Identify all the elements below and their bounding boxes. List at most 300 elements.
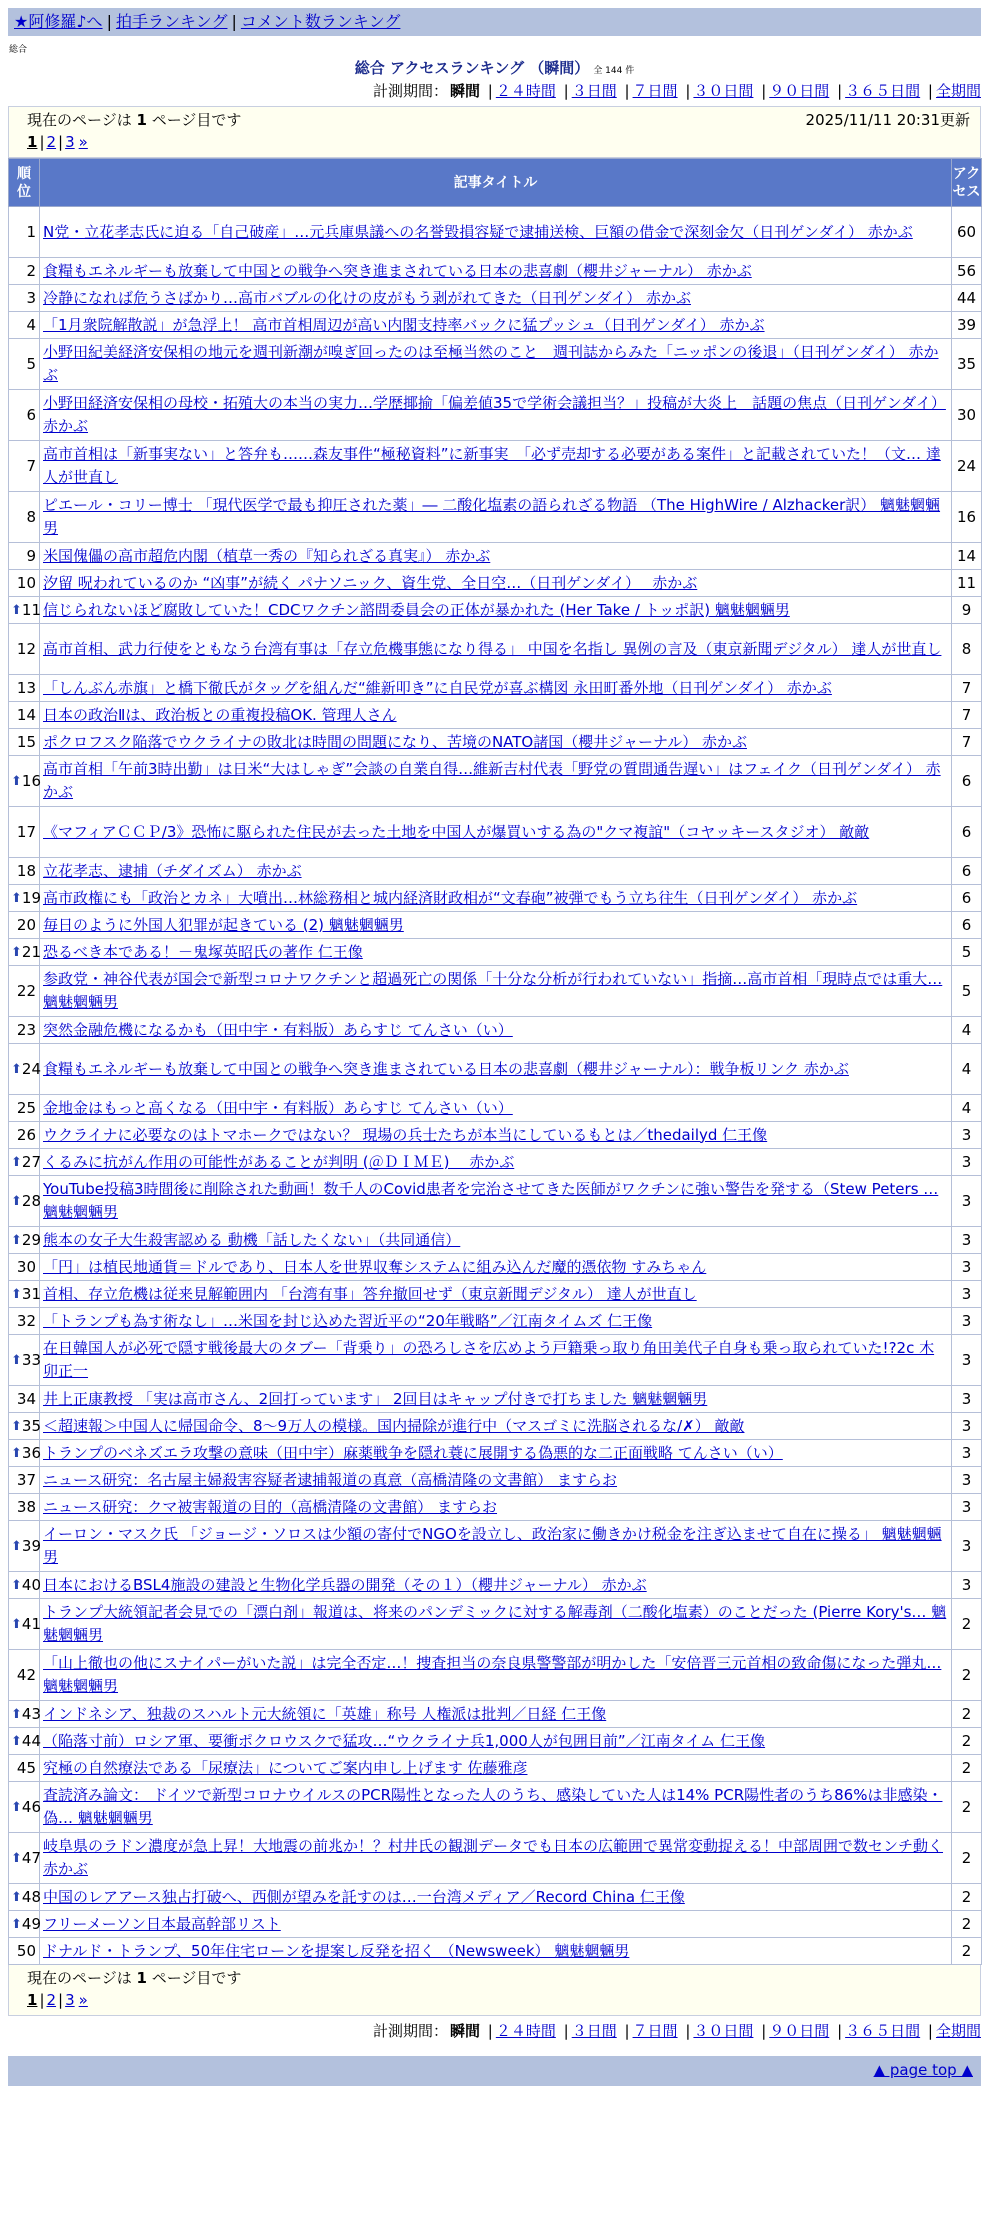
rank-cell (9, 858, 40, 885)
article-title-link[interactable]: 「山上徹也の他にスナイパーがいた説」は完全否定…！捜査担当の奈良県警警部が明かした「安倍晋三元首相の致命傷になった弾丸… 魑魅魍魎男 (43, 1654, 942, 1695)
access-count: 16 (952, 492, 982, 543)
rank-cell (9, 1254, 40, 1281)
article-title-link[interactable]: トランプ大統領記者会見での「漂白剤」報道は、将来のパンデミックに対する解毒剤（二酸化塩素）のことだった (Pierre Kory's… 魑魅魍魎男 (43, 1603, 947, 1644)
period-link-30d[interactable]: ３０日間 (693, 82, 754, 100)
rank-cell (9, 729, 40, 756)
article-title-link[interactable]: 米国傀儡の高市超危内閣（植草一秀の『知られざる真実』） 赤かぶ (43, 546, 491, 565)
table-row (9, 966, 982, 1017)
rank-cell (9, 1701, 40, 1728)
access-count: 3 (952, 1335, 982, 1386)
rank-cell (9, 1440, 40, 1467)
article-title-link[interactable]: ＜超速報＞中国人に帰国命令、8〜9万人の模様。国内掃除が進行中（マスゴミに洗脳されるな/✗） 敵敵 (43, 1416, 745, 1435)
rank-number: 24 (21, 1059, 41, 1078)
rank-number: 11 (21, 600, 41, 619)
article-title-link[interactable]: イーロン・マスク氏 「ジョージ・ソロスは少額の寄付でNGOを設立し、政治家に働きかけ税金を注ぎ込ませて自在に操る」 魑魅魍魎男 (43, 1525, 942, 1566)
table-row (9, 1911, 982, 1938)
rank-cell (9, 207, 40, 258)
period-current: 瞬間 (449, 82, 480, 100)
article-title-link[interactable]: ドナルド・トランプ、50年住宅ローンを提案し反発を招く （Newsweek） 魑魅魍魎男 (43, 1941, 630, 1960)
rank-cell (9, 1494, 40, 1521)
rank-number: 4 (26, 315, 36, 334)
title-cell (40, 441, 952, 492)
table-row (9, 285, 982, 312)
rank-number: 50 (16, 1941, 36, 1960)
article-title-link[interactable]: 《マフィアＣＣＰ/3》恐怖に駆られた住民が去った土地を中国人が爆買いする為の"クマ複誼"（コヤッキースタジオ） 敵敵 (43, 822, 870, 841)
rank-cell (9, 390, 40, 441)
access-count: 4 (952, 1017, 982, 1044)
title-cell (40, 1728, 952, 1755)
rank-cell (9, 1572, 40, 1599)
rank-cell (9, 1599, 40, 1650)
rank-number: 35 (21, 1416, 41, 1435)
article-title-link[interactable]: 毎日のように外国人犯罪が起きている (2) 魑魅魍魎男 (43, 915, 404, 934)
access-count: 2 (952, 1599, 982, 1650)
access-count: 2 (952, 1701, 982, 1728)
rank-number: 41 (21, 1614, 41, 1633)
article-title-link[interactable]: 恐るべき本である！－鬼塚英昭氏の著作 仁王像 (43, 942, 363, 961)
access-count: 3 (952, 1176, 982, 1227)
table-row (9, 1176, 982, 1227)
article-title-link[interactable]: 突然金融危機になるかも（田中宇・有料版）あらすじ てんさい（い） (43, 1020, 513, 1039)
rank-number: 10 (16, 573, 36, 592)
title-cell (40, 756, 952, 807)
period-label: 計測期間： (372, 82, 448, 100)
rank-number: 7 (26, 456, 36, 475)
page-next[interactable]: » (78, 1991, 88, 2009)
article-title-link[interactable]: 熊本の女子大生殺害認める 動機「話したくない」（共同通信） (43, 1230, 461, 1249)
rank-number: 36 (21, 1443, 41, 1462)
article-title-link[interactable]: 汐留 呪われているのか “凶事”が続く パナソニック、資生党、全日空…（日刊ゲンダイ） 赤かぶ (43, 573, 698, 592)
up-arrow-icon: ⬆ (11, 1733, 22, 1749)
access-count: 11 (952, 570, 982, 597)
title-cell (40, 1413, 952, 1440)
rank-number: 8 (26, 507, 36, 526)
table-row (9, 885, 982, 912)
article-title-link[interactable]: ニュース研究：名古屋主婦殺害容疑者逮捕報道の真意（高橋清隆の文書館） ますらお (43, 1470, 618, 1489)
nav-separator: | (231, 12, 237, 31)
article-title-link[interactable]: ウクライナに必要なのはトマホークではない？ 現場の兵士たちが本当にしているもとは／thedailyd 仁王像 (43, 1125, 768, 1144)
title-cell (40, 1335, 952, 1386)
table-row (9, 1728, 982, 1755)
title-cell (40, 1440, 952, 1467)
title-cell (40, 570, 952, 597)
up-arrow-icon: ⬆ (11, 1706, 22, 1722)
rank-number: 46 (21, 1797, 41, 1816)
rank-number: 45 (16, 1758, 36, 1777)
rank-number: 15 (16, 732, 36, 751)
rank-number: 16 (21, 771, 41, 790)
table-row (9, 1095, 982, 1122)
col-access-header: アク セス (952, 159, 982, 207)
title-cell (40, 1521, 952, 1572)
article-title-link[interactable]: 食糧もエネルギーも放棄して中国との戦争へ突き進まされている日本の悲喜劇（櫻井ジャーナル）：戦争板リンク 赤かぶ (43, 1059, 849, 1078)
table-row (9, 1494, 982, 1521)
article-title-link[interactable]: 査読済み論文： ドイツで新型コロナウイルスのPCR陽性となった人のうち、感染していた人は14% PCR陽性者のうち86%は非感染・偽… 魑魅魍魎男 (43, 1786, 943, 1827)
article-title-link[interactable]: トランプのベネズエラ攻撃の意味（田中宇）麻薬戦争を隠れ蓑に展開する偽悪的な二正面戦略 てんさい（い） (43, 1443, 783, 1462)
page-top-link[interactable]: ▲ page top ▲ (873, 2061, 973, 2079)
table-row (9, 1281, 982, 1308)
table-row (9, 441, 982, 492)
period-link-7d[interactable]: ７日間 (632, 2022, 678, 2040)
access-count: 2 (952, 1884, 982, 1911)
up-arrow-icon: ⬆ (11, 602, 22, 618)
table-row (9, 675, 982, 702)
table-row (9, 1254, 982, 1281)
title-cell (40, 1467, 952, 1494)
rank-cell (9, 1833, 40, 1884)
up-arrow-icon: ⬆ (11, 944, 22, 960)
rank-number: 18 (16, 861, 36, 880)
page-title-text: 総合 アクセスランキング （瞬間） (354, 59, 590, 77)
table-row (9, 702, 982, 729)
access-count: 3 (952, 1494, 982, 1521)
access-count: 4 (952, 1044, 982, 1095)
access-count: 3 (952, 1521, 982, 1572)
access-count: 44 (952, 285, 982, 312)
period-link-24h[interactable]: ２４時間 (495, 2022, 556, 2040)
title-cell (40, 1884, 952, 1911)
access-count: 35 (952, 339, 982, 390)
table-row (9, 807, 982, 858)
article-title-link[interactable]: 高市政権にも「政治とカネ」大噴出…林総務相と城内経済財政相が“文春砲”被弾でもう立ち往生（日刊ゲンダイ） 赤かぶ (43, 888, 858, 907)
access-count: 56 (952, 258, 982, 285)
rank-number: 3 (26, 288, 36, 307)
page-links-bottom: 1 | 2 | 3 » (27, 1991, 88, 2009)
page-link-2[interactable]: 2 (46, 133, 57, 151)
rank-cell (9, 1386, 40, 1413)
title-cell (40, 1833, 952, 1884)
rank-number: 31 (21, 1284, 41, 1303)
title-cell (40, 207, 952, 258)
table-row (9, 1701, 982, 1728)
up-arrow-icon: ⬆ (11, 1352, 22, 1368)
article-title-link[interactable]: 日本の政治Ⅱは、政治板との重複投稿OK. 管理人さん (43, 705, 397, 724)
table-row (9, 543, 982, 570)
rank-cell (9, 702, 40, 729)
rank-cell (9, 807, 40, 858)
rank-cell (9, 1521, 40, 1572)
rank-number: 26 (16, 1125, 36, 1144)
rank-cell (9, 285, 40, 312)
title-cell (40, 543, 952, 570)
access-count: 2 (952, 1911, 982, 1938)
table-row (9, 1017, 982, 1044)
up-arrow-icon: ⬆ (11, 1286, 22, 1302)
table-row (9, 1227, 982, 1254)
period-link-3d[interactable]: ３日間 (571, 2022, 617, 2040)
rank-cell (9, 1176, 40, 1227)
comment-ranking-link[interactable]: コメント数ランキング (240, 12, 401, 31)
access-count: 3 (952, 1386, 982, 1413)
title-cell (40, 1044, 952, 1095)
rank-cell (9, 1335, 40, 1386)
rank-number: 29 (21, 1230, 41, 1249)
access-count: 3 (952, 1440, 982, 1467)
access-count: 30 (952, 390, 982, 441)
item-count: 全 144 件 (593, 66, 635, 76)
rank-number: 14 (16, 705, 36, 724)
rank-cell (9, 597, 40, 624)
article-title-link[interactable]: 小野田紀美経済安保相の地元を週刊新潮が嗅ぎ回ったのは至極当然のこと 週刊誌からみた「ニッポンの後退」（日刊ゲンダイ） 赤かぶ (43, 343, 939, 384)
rank-number: 12 (16, 639, 36, 658)
table-row (9, 1884, 982, 1911)
rank-cell (9, 1911, 40, 1938)
category-label: 総合 (9, 45, 28, 55)
access-count: 6 (952, 756, 982, 807)
table-row (9, 624, 982, 675)
up-arrow-icon: ⬆ (11, 1418, 22, 1434)
rank-number: 32 (16, 1311, 36, 1330)
title-cell (40, 1227, 952, 1254)
title-cell (40, 1572, 952, 1599)
article-title-link[interactable]: 高市首相は「新事実ない」と答弁も……森友事件“極秘資料”に新事実 「必ず売却する必要がある案件」と記載されていた！（文… 達人が世直し (43, 445, 941, 486)
up-arrow-icon: ⬆ (11, 1445, 22, 1461)
access-count: 6 (952, 858, 982, 885)
period-selector-bottom: 計測期間： 瞬間 | ２４時間 | ３日間 | ７日間 | ３０日間 | ９０日間 | ３６５日間 | 全期間 (372, 2022, 981, 2040)
article-title-link[interactable]: YouTube投稿3時間後に削除された動画！数千人のCovid患者を完治させてきた医師がワクチンに強い警告を発する（Stew Peters … 魑魅魍魎男 (43, 1180, 939, 1221)
article-title-link[interactable]: 首相、存立危機は従来見解範囲内 「台湾有事」答弁撤回せず（東京新聞デジタル） 達人が世直し (43, 1284, 697, 1303)
period-link-365d[interactable]: ３６５日間 (845, 2022, 921, 2040)
access-count: 39 (952, 312, 982, 339)
article-title-link[interactable]: 小野田経済安保相の母校・拓殖大の本当の実力…学歴揶揄「偏差値35で学術会議担当？」投稿が大炎上 話題の焦点（日刊ゲンダイ） 赤かぶ (43, 394, 946, 435)
table-row (9, 1599, 982, 1650)
title-cell (40, 1494, 952, 1521)
page-link-3[interactable]: 3 (65, 1991, 75, 2009)
page-current: 1 (27, 1991, 38, 2009)
up-arrow-icon: ⬆ (11, 1193, 22, 1209)
table-row (9, 570, 982, 597)
article-title-link[interactable]: 岐阜県のラドン濃度が急上昇！大地震の前兆か！？村井氏の観測データでも日本の広範囲で異常変動捉える！中部周囲で数センチ動く 赤かぶ (43, 1837, 944, 1878)
up-arrow-icon: ⬆ (11, 1889, 22, 1905)
title-cell (40, 1911, 952, 1938)
rank-number: 13 (16, 678, 36, 697)
rank-number: 28 (21, 1191, 41, 1210)
access-count: 3 (952, 1254, 982, 1281)
access-count: 14 (952, 543, 982, 570)
article-title-link[interactable]: インドネシア、独裁のスハルト元大統領に「英雄」称号 人権派は批判／日経 仁王像 (43, 1704, 607, 1723)
article-title-link[interactable]: 「円」は植民地通貨＝ドルであり、日本人を世界収奪システムに組み込んだ魔的憑依物 すみちゃん (43, 1257, 707, 1276)
rank-cell (9, 1044, 40, 1095)
article-title-link[interactable]: 金地金はもっと高くなる（田中宇・有料版）あらすじ てんさい（い） (43, 1098, 513, 1117)
period-link-30d[interactable]: ３０日間 (693, 2022, 754, 2040)
page-status: 現在のページは 1 ページ目です (27, 111, 242, 129)
ranking-table (8, 158, 982, 1965)
rank-cell (9, 339, 40, 390)
table-row (9, 1308, 982, 1335)
rank-number: 43 (21, 1704, 41, 1723)
rank-number: 17 (16, 822, 36, 841)
title-cell (40, 1386, 952, 1413)
rank-cell (9, 492, 40, 543)
title-cell (40, 285, 952, 312)
title-cell (40, 1701, 952, 1728)
access-count: 2 (952, 1833, 982, 1884)
page-current: 1 (27, 133, 38, 151)
access-count: 7 (952, 702, 982, 729)
rank-number: 1 (26, 222, 36, 241)
up-arrow-icon: ⬆ (11, 1850, 22, 1866)
article-title-link[interactable]: くるみに抗がん作用の可能性があることが判明 (＠ＤＩＭＥ) 赤かぶ (43, 1152, 515, 1171)
article-title-link[interactable]: 究極の自然療法である「尿療法」についてご案内申し上げます 佐藤雅彦 (43, 1758, 528, 1777)
up-arrow-icon: ⬆ (11, 1577, 22, 1593)
table-row (9, 1755, 982, 1782)
page-links: 1 | 2 | 3 » (27, 133, 88, 151)
rank-number: 48 (21, 1887, 41, 1906)
article-title-link[interactable]: 信じられないほど腐敗していた！CDCワクチン諮問委員会の正体が暴かれた (Her Take / トッポ訳) 魑魅魍魎男 (43, 600, 790, 619)
rank-number: 27 (21, 1152, 41, 1171)
home-link[interactable]: ★阿修羅♪へ (14, 12, 103, 31)
access-count: 2 (952, 1938, 982, 1965)
table-row (9, 729, 982, 756)
rank-number: 39 (21, 1536, 41, 1555)
table-row (9, 1335, 982, 1386)
article-title-link[interactable]: （陥落寸前）ロシア軍、要衝ポクロウスクで猛攻…“ウクライナ兵1,000人が包囲目前”／江南タイム 仁王像 (43, 1731, 766, 1750)
title-cell (40, 729, 952, 756)
rank-cell (9, 1149, 40, 1176)
table-row (9, 1833, 982, 1884)
period-link-90d[interactable]: ９０日間 (769, 2022, 830, 2040)
page-status-bottom: 現在のページは 1 ページ目です (27, 1969, 242, 1987)
title-cell (40, 1281, 952, 1308)
article-title-link[interactable]: 日本におけるBSL4施設の建設と生物化学兵器の開発（その１）（櫻井ジャーナル） 赤かぶ (43, 1575, 647, 1594)
access-count: 3 (952, 1413, 982, 1440)
rank-number: 6 (26, 405, 36, 424)
rank-cell (9, 1227, 40, 1254)
title-cell (40, 1122, 952, 1149)
access-count: 2 (952, 1755, 982, 1782)
period-current: 瞬間 (449, 2022, 480, 2040)
access-count: 7 (952, 729, 982, 756)
article-title-link[interactable]: 「1月衆院解散説」が急浮上！ 高市首相周辺が高い内閣支持率バックに猛プッシュ（日刊ゲンダイ） 赤かぶ (43, 315, 765, 334)
article-title-link[interactable]: ポクロフスク陥落でウクライナの敗北は時間の問題になり、苦境のNATO諸国（櫻井ジャーナル） 赤かぶ (43, 732, 747, 751)
access-count: 4 (952, 1095, 982, 1122)
rank-number: 49 (21, 1914, 41, 1933)
rank-number: 23 (16, 1020, 36, 1039)
rank-cell (9, 1938, 40, 1965)
updated-timestamp: 2025/11/11 20:31更新 (805, 111, 970, 129)
article-title-link[interactable]: 冷静になれば危うさばかり…高市バブルの化けの皮がもう剥がれてきた（日刊ゲンダイ） 赤かぶ (43, 288, 691, 307)
table-row (9, 339, 982, 390)
page-link-3[interactable]: 3 (65, 133, 75, 151)
page-next[interactable]: » (78, 133, 88, 151)
rank-number: 30 (16, 1257, 36, 1276)
access-count: 2 (952, 1728, 982, 1755)
table-row (9, 1413, 982, 1440)
pagination-bottom (8, 1965, 981, 2016)
article-title-link[interactable]: 参政党・神谷代表が国会で新型コロナワクチンと超過死亡の関係「十分な分析が行われていない」指摘…高市首相「現時点では重大… 魑魅魍魎男 (43, 970, 943, 1011)
article-title-link[interactable]: 高市首相、武力行使をともなう台湾有事は「存立危機事態になり得る」 中国を名指し 異例の言及（東京新聞デジタル） 達人が世直し (43, 639, 942, 658)
rank-number: 9 (26, 546, 36, 565)
article-title-link[interactable]: 高市首相「午前3時出勤」は日米“大はしゃぎ”会談の自業自得…維新吉村代表「野党の質問通告遅い」はフェイク（日刊ゲンダイ） 赤かぶ (43, 760, 941, 801)
bottom-bar (8, 2056, 981, 2086)
period-link-3d[interactable]: ３日間 (571, 82, 617, 100)
up-arrow-icon: ⬆ (11, 1799, 22, 1815)
title-cell (40, 1782, 952, 1833)
access-count: 24 (952, 441, 982, 492)
up-arrow-icon: ⬆ (11, 773, 22, 789)
period-link-all[interactable]: 全期間 (935, 82, 981, 100)
up-arrow-icon: ⬆ (11, 890, 22, 906)
title-cell (40, 1938, 952, 1965)
up-arrow-icon: ⬆ (11, 1232, 22, 1248)
top-nav-bar (8, 8, 981, 36)
access-count: 3 (952, 1572, 982, 1599)
access-count: 3 (952, 1227, 982, 1254)
table-row (9, 1122, 982, 1149)
table-row (9, 1044, 982, 1095)
access-count: 60 (952, 207, 982, 258)
title-cell (40, 675, 952, 702)
article-title-link[interactable]: フリーメーソン日本最高幹部リスト (43, 1914, 281, 1933)
article-title-link[interactable]: N党・立花孝志氏に迫る「自己破産」…元兵庫県議への名誉毀損容疑で逮捕送検、巨額の借金で深刻金欠（日刊ゲンダイ） 赤かぶ (43, 222, 913, 241)
rank-number: 44 (21, 1731, 41, 1750)
rank-number: 33 (21, 1350, 41, 1369)
nav-separator: | (106, 12, 112, 31)
table-row (9, 1149, 982, 1176)
table-row (9, 939, 982, 966)
title-cell (40, 858, 952, 885)
rank-number: 20 (16, 915, 36, 934)
title-cell (40, 966, 952, 1017)
rank-cell (9, 258, 40, 285)
article-title-link[interactable]: 中国のレアアース独占打破へ、西側が望みを託すのは…一台湾メディア／Record China 仁王像 (43, 1887, 685, 1906)
col-rank-header: 順 位 (9, 159, 40, 207)
table-row (9, 756, 982, 807)
up-arrow-icon: ⬆ (11, 1916, 22, 1932)
period-link-90d[interactable]: ９０日間 (769, 82, 830, 100)
article-title-link[interactable]: 「しんぶん赤旗」と橋下徹氏がタッグを組んだ“維新叩き”に自民党が喜ぶ構図 永田町番外地（日刊ゲンダイ） 赤かぶ (43, 678, 832, 697)
article-title-link[interactable]: ピエール・コリー博士 「現代医学で最も抑圧された薬」― 二酸化塩素の語られざる物語 （The HighWire / Alzhacker訳） 魑魅魍魎男 (43, 496, 941, 537)
up-arrow-icon: ⬆ (11, 1538, 22, 1554)
article-title-link[interactable]: 「トランプも為す術なし」…米国を封じ込めた習近平の“20年戦略”／江南タイムズ 仁王像 (43, 1311, 653, 1330)
article-title-link[interactable]: ニュース研究：クマ被害報道の目的（高橋清隆の文書館） ますらお (43, 1497, 498, 1516)
article-title-link[interactable]: 食糧もエネルギーも放棄して中国との戦争へ突き進まされている日本の悲喜劇（櫻井ジャーナル） 赤かぶ (43, 261, 752, 280)
rank-cell (9, 1281, 40, 1308)
article-title-link[interactable]: 立花孝志、逮捕（チダイズム） 赤かぶ (43, 861, 302, 880)
table-row (9, 492, 982, 543)
access-count: 5 (952, 966, 982, 1017)
rank-number: 19 (21, 888, 41, 907)
rank-cell (9, 1017, 40, 1044)
rank-cell (9, 939, 40, 966)
page-title (0, 58, 989, 78)
rank-cell (9, 312, 40, 339)
access-count: 3 (952, 1281, 982, 1308)
period-link-24h[interactable]: ２４時間 (495, 82, 556, 100)
period-label: 計測期間： (372, 2022, 448, 2040)
period-link-all[interactable]: 全期間 (935, 2022, 981, 2040)
title-cell (40, 1650, 952, 1701)
title-cell (40, 1599, 952, 1650)
rank-cell (9, 441, 40, 492)
up-arrow-icon: ⬆ (11, 1154, 22, 1170)
rank-number: 42 (16, 1665, 36, 1684)
access-count: 3 (952, 1308, 982, 1335)
period-link-365d[interactable]: ３６５日間 (845, 82, 921, 100)
access-count: 6 (952, 885, 982, 912)
article-title-link[interactable]: 在日韓国人が必死で隠す戦後最大のタブー「背乗り」の恐ろしさを広めよう戸籍乗っ取り角田美代子自身も乗っ取られていた!?2c 木卯正一 (43, 1339, 935, 1380)
period-link-7d[interactable]: ７日間 (632, 82, 678, 100)
title-cell (40, 912, 952, 939)
applause-ranking-link[interactable]: 拍手ランキング (115, 12, 228, 31)
rank-number: 22 (16, 981, 36, 1000)
rank-cell (9, 1650, 40, 1701)
article-title-link[interactable]: 井上正康教授 「実は高市さん、2回打っています」 2回目はキャップ付きで打ちました 魑魅魍魎男 (43, 1389, 708, 1408)
table-row (9, 312, 982, 339)
page-link-2[interactable]: 2 (46, 1991, 57, 2009)
ranking-body (9, 207, 982, 1965)
title-cell (40, 1149, 952, 1176)
